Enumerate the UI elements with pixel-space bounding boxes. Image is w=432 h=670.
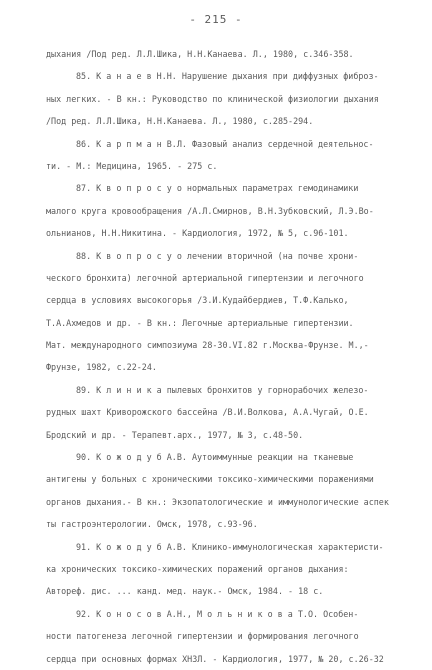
reference-entry-start-line: 88. К в о п р о с у о лечении вторичной (на почве хрони-	[76, 250, 359, 261]
reference-text-line: дыхания /Под ред. Л.Л.Шика, Н.Н.Канаева. Л., 1980, с.346-358.	[46, 49, 354, 59]
reference-text-line: рудных шахт Криворожского бассейна /В.И.Волкова, А.А.Чугай, О.Е.	[46, 407, 369, 418]
reference-text-line: ности патогенеза легочной гипертензии и формирования легочного	[46, 631, 359, 642]
reference-text-line: сердца в условиях высокогорья /З.И.Кудайбердиев, Т.Ф.Калько,	[46, 295, 349, 306]
reference-entry-start-line: 85. К а н а е в Н.Н. Нарушение дыхания при диффузных фиброз-	[76, 71, 379, 82]
reference-text-line: органов дыхания.- В кн.: Экзопатологические и иммунологические аспек	[46, 496, 389, 507]
reference-text-line: малого круга кровообращения /А.Л.Смирнов, В.Н.Зубковский, Л.Э.Во-	[46, 205, 374, 216]
reference-text-line: ольнианов, Н.Н.Никитина. - Кардиология, 1972, № 5, с.96-101.	[46, 228, 349, 239]
reference-entry-start-line: 91. К о ж о д у б А.В. Клинико-иммунологическая характеристи-	[76, 541, 384, 552]
reference-text-line: сердца при основных формах ХНЗЛ. - Кардиология, 1977, № 20, с.26-32	[46, 653, 384, 664]
bibliography-list	[0, 43, 432, 670]
reference-entry-start-line: 90. К о ж о д у б А.В. Аутоиммунные реакции на тканевые	[76, 452, 354, 463]
reference-text-line: антигены у больных с хроническими токсико-химическими поражениями	[46, 474, 374, 485]
reference-text-line: Мат. международного симпозиума 28-30.VI.82 г.Москва-Фрунзе. М.,-	[46, 340, 369, 351]
reference-text-line: ных легких. - В кн.: Руководство по клинической физиологии дыхания	[46, 93, 379, 104]
reference-entry-start-line: 92. К о н о с о в А.Н., М о л ь н и к о в а Т.О. Особен-	[76, 608, 359, 619]
reference-entry-start-line: 89. К л и н и к а пылевых бронхитов у горнорабочих железо-	[76, 384, 369, 395]
reference-text-line: Бродский и др. - Терапевт.арх., 1977, № 3, с.48-50.	[46, 429, 304, 440]
reference-text-line: ческого бронхита) легочной артериальной гипертензии и легочного	[46, 272, 364, 283]
reference-text-line: ка хронических токсико-химических поражений органов дыхания:	[46, 563, 349, 574]
reference-text-line: ты гастроэнтерологии. Омск, 1978, с.93-96.	[46, 519, 258, 530]
reference-text-line: /Под ред. Л.Л.Шика, Н.Н.Канаева. Л., 1980, с.285-294.	[46, 116, 314, 127]
reference-text-line: Т.А.Ахмедов и др. - В кн.: Легочные артериальные гипертензии.	[46, 317, 354, 328]
reference-entry-start-line: 86. К а р п м а н В.Л. Фазовый анализ сердечной деятельнос-	[76, 138, 374, 149]
page-number: - 215 -	[189, 13, 243, 26]
reference-text-line: Автореф. дис. ... канд. мед. наук.- Омск, 1984. - 18 с.	[46, 586, 324, 597]
reference-entry-start-line: 87. К в о п р о с у о нормальных параметрах гемодинамики	[76, 183, 359, 194]
reference-text-line: Фрунзе, 1982, с.22-24.	[46, 362, 157, 373]
reference-text-line: ти. - М.: Медицина, 1965. - 275 с.	[46, 160, 218, 171]
